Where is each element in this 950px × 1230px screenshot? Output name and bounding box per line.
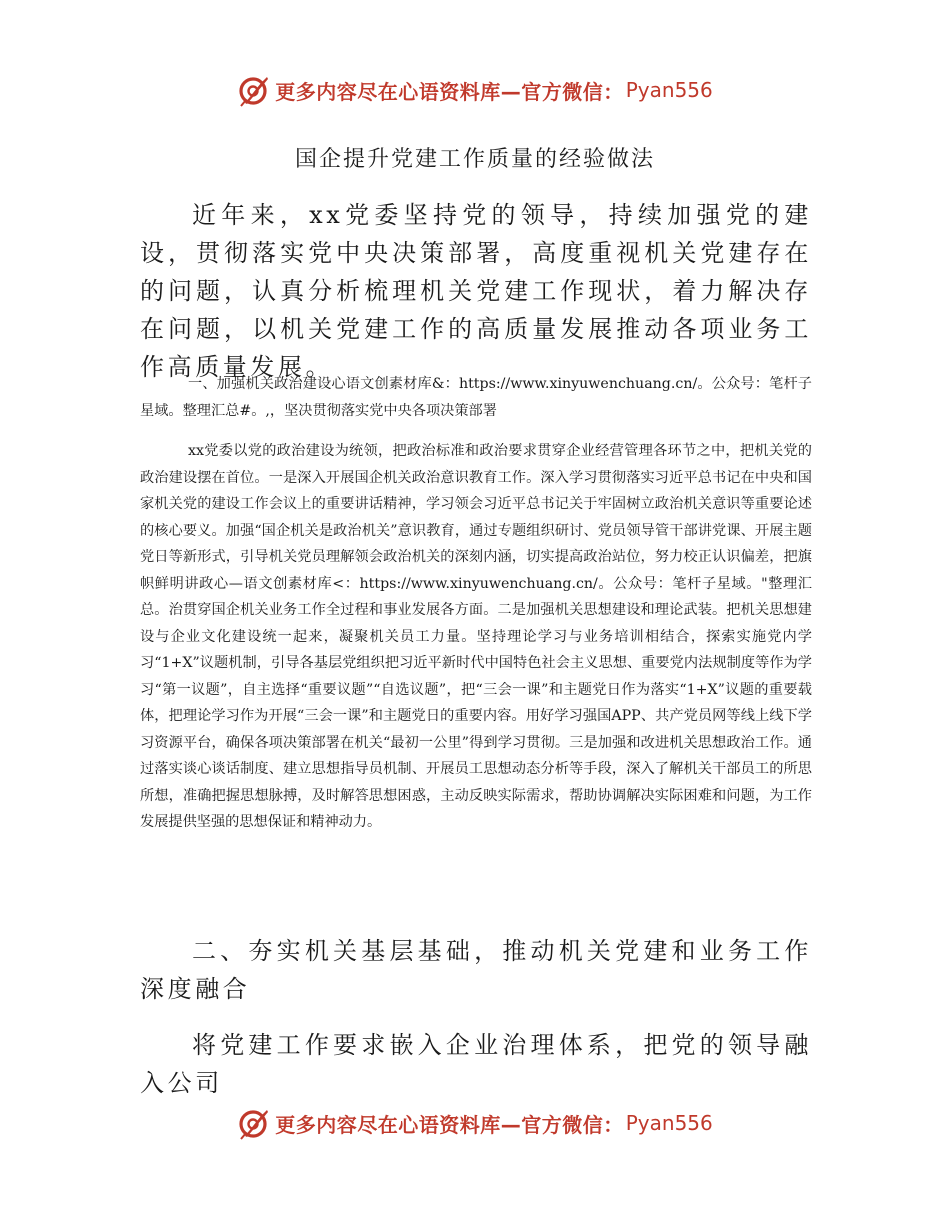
section2-body: 将党建工作要求嵌入企业治理体系，把党的领导融入公司 <box>140 1031 812 1097</box>
header-banner <box>0 70 950 110</box>
banner-text: 更多内容尽在心语资料库—官方微信： <box>275 79 624 104</box>
banner-wechat-id: Pyan556 <box>625 78 713 102</box>
fountain-pen-logo-icon <box>237 1106 271 1140</box>
section1-heading: 一、加强机关政治建设心语文创素材库&：https://www.xinyuwenchuang.cn/。公众号：笔杆子星域。整理汇总#。,，坚决贯彻落实党中央各项决策部署 <box>140 376 812 419</box>
section2-heading: 二、夯实机关基层基础，推动机关党建和业务工作深度融合 <box>140 937 812 1003</box>
intro-paragraph: 近年来，xx党委坚持党的领导，持续加强党的建设，贯彻落实党中央决策部署，高度重视机关党建存在的问题，认真分析梳理机关党建工作现状，着力解决存在问题，以机关党建工作的高质量发展推动各项业务工作高质量发展。 <box>140 201 812 381</box>
banner-text: 更多内容尽在心语资料库—官方微信： <box>275 1112 624 1137</box>
document-title: 国企提升党建工作质量的经验做法 <box>294 147 655 172</box>
banner-wechat-id: Pyan556 <box>625 1111 713 1135</box>
footer-banner <box>0 1103 950 1143</box>
section1-body: xx党委以党的政治建设为统领，把政治标准和政治要求贯穿企业经营管理各环节之中，把机关党的政治建设摆在首位。一是深入开展国企机关政治意识教育工作。深入学习贯彻落实习近平总书记在中央和国家机关党的建设工作会议上的重要讲话精神，学习领会习近平总书记关于牢固树立政治机关意识等重要论述的核心要义。加强“国企机关是政治机关”意识教育，通过专题组织研讨、党员领导管干部讲党课、开展主题党日等新形式，引导机关党员理解领会政治机关的深刻内涵，切实提高政治站位，努力校正认识偏差，把旗帜鲜明讲政心—语文创素材库<：https://www.xinyuwenchuang.cn/。公众号：笔杆子星域。"整理汇总。治贯穿国企机关业务工作全过程和事业发展各方面。二是加强机关思想建设和理论武装。把机关思想建设与企业文化建设统一起来，凝聚机关员工力量。坚持理论学习与业务培训相结合，探索实施党内学习“1+X”议题机制，引导各基层党组织把习近平新时代中国特色社会主义思想、重要党内法规制度等作为学习“第一议题”，自主选择“重要议题”“自选议题”，把“三会一课”和主题党日作为落实“1+X”议题的重要载体，把理论学习作为开展“三会一课”和主题党日的重要内容。用好学习强国APP、共产党员网等线上线下学习资源平台，确保各项决策部署在机关“最初一公里”得到学习贯彻。三是加强和改进机关思想政治工作。通过落实谈心谈话制度、建立思想指导员机制、开展员工思想动态分析等手段，深入了解机关干部员工的所思所想，准确把握思想脉搏，及时解答思想困惑，主动反映实际需求，帮助协调解决实际困难和问题，为工作发展提供坚强的思想保证和精神动力。 <box>140 443 812 830</box>
fountain-pen-logo-icon <box>237 73 271 107</box>
